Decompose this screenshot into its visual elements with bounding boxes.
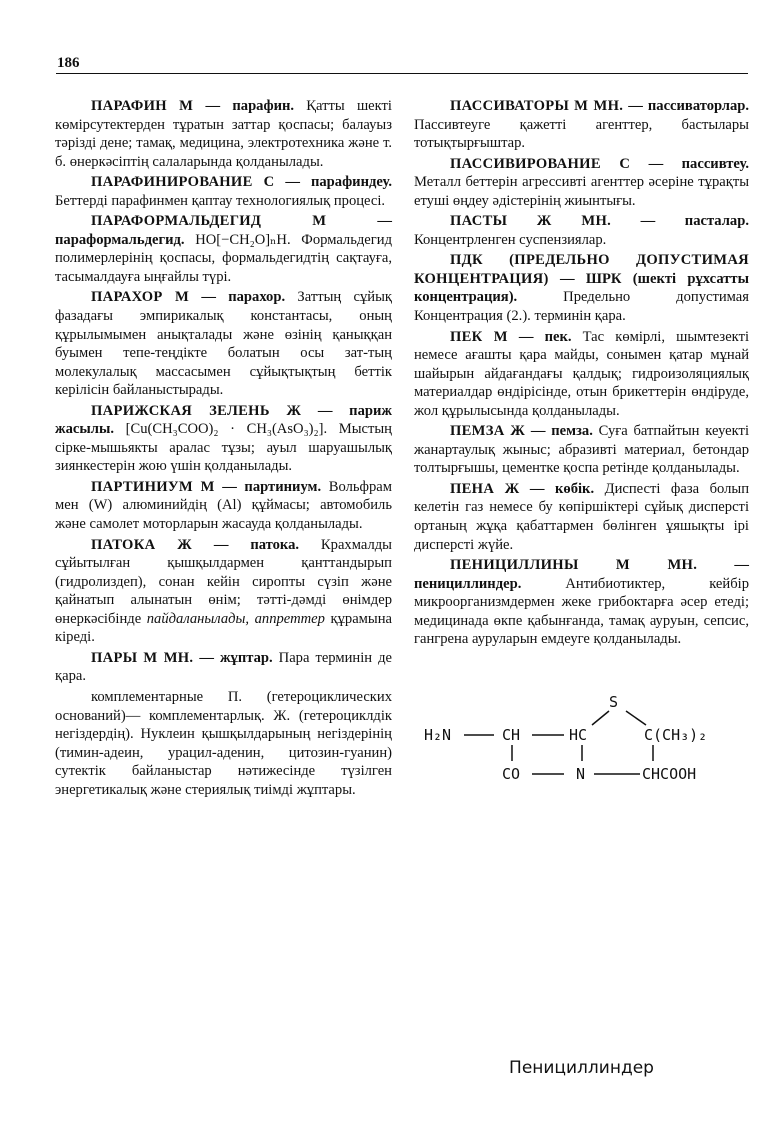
entry-translation: — пасталар.	[640, 213, 749, 230]
entry-translation: — ШРК (шекті рұхсатты концентрация).	[414, 270, 749, 306]
formula-h2n: H₂N	[424, 725, 452, 744]
dictionary-entry	[55, 97, 392, 171]
entry-headword: ПАССИВАТОРЫ	[450, 98, 570, 114]
entry-gender: Ж	[510, 423, 526, 440]
entry-gender: М МН.	[143, 649, 194, 666]
entry-text: Вольфрам мен (W) алюминийдің (Al) құймасы; автомобиль және самолет моторларын жасауда қолданылады.	[55, 478, 392, 533]
dictionary-entry	[414, 155, 749, 211]
entry-text: комплементарные П. (гетероциклических оснований)— комплементарлық. Ж. (гетероциклдік негіздердің). Нуклеин қышқылдарының негіздерінің (тимин-адеин, урацил-аденин, цитозин-гуанин) сутектік байланыстар нәтижесінде түзілген энергетикалық және стериялық тиімді жұптары.	[55, 688, 392, 798]
entry-headword: ПАРАФИНИРОВАНИЕ	[91, 174, 253, 191]
entry-headword: ПЕНА	[450, 480, 495, 497]
entry-gender: Ж МН.	[536, 213, 612, 230]
entry-gender: М	[312, 213, 327, 230]
entry-gender: М	[493, 328, 508, 345]
entry-gender: М	[174, 289, 190, 306]
formula-co: CO	[502, 764, 521, 783]
entry-headword: ПАРАФОРМАЛЬДЕГИД	[91, 213, 262, 230]
entry-translation: —параформальдегид.	[55, 213, 392, 248]
dictionary-entry	[414, 251, 749, 325]
entry-headword: ПЕМЗА	[450, 423, 505, 440]
entry-translation: — парахор.	[201, 289, 286, 306]
dictionary-entry	[55, 536, 392, 647]
entry-headword: ПЕНИЦИЛЛИНЫ	[450, 557, 579, 574]
dictionary-entry	[55, 478, 392, 534]
dictionary-entry	[414, 422, 749, 478]
dictionary-entry	[414, 556, 749, 649]
entry-text: Крахмалды сұйытылған қышқылдармен қанттандырып (гидролиздеп), сонан кейін сиропты сүзіп және қайнатып алынатын өнім; тәтті-дәмді өнімдер өнеркәсібінде	[55, 536, 392, 627]
entry-gender: С	[619, 155, 631, 172]
left-column	[55, 97, 392, 801]
entry-headword: ПЕК	[450, 328, 483, 345]
dictionary-entry	[414, 212, 749, 249]
entry-translation: — париж жасылы.	[55, 402, 392, 438]
entry-translation: — пек.	[518, 328, 572, 345]
formula-n: N	[576, 764, 586, 783]
penicillin-structure-svg	[414, 663, 749, 833]
entry-translation: — партиниум.	[222, 478, 322, 495]
entry-translation: — жұптар.	[199, 649, 273, 666]
formula-c-ch3-2: C(CH₃)₂	[644, 725, 708, 744]
entry-headword: ПАТОКА	[91, 536, 156, 553]
entry-gender: М	[179, 98, 194, 114]
entry-italic-text: пайдаланылады, аппреттер	[146, 610, 325, 627]
penicillin-structure	[414, 663, 749, 833]
entry-headword: ПАРЫ	[91, 649, 138, 666]
formula-ch: CH	[502, 725, 521, 744]
entry-translation: — патока.	[213, 536, 300, 553]
entry-gender: С	[263, 174, 275, 191]
entry-gender: Ж	[177, 536, 193, 553]
entry-gender: Ж	[504, 480, 520, 497]
entry-text: Суға батпайтын кеуекті жанартаулық жыныс; абразивті материал, бетондар толтырғышы, цементке қоспа ретінде қолданылады.	[414, 423, 749, 477]
entry-text-continued: құрамына кіреді.	[55, 610, 392, 646]
entry-text: Беттерді парафинмен қаптау технологиялық процесі.	[55, 192, 386, 209]
entry-text: [Cu(CH₃COO)₂ · CH₃(AsO₃)₂]. Мыстың сірке-мышьякты аралас тұзы; ауыл шаруашылық зиянкестерін жою үшін қолданылады.	[55, 421, 392, 475]
entry-headword: ПАССИВИРОВАНИЕ	[450, 155, 601, 172]
entry-text: Концентрленген суспензиялар.	[414, 231, 607, 248]
formula-s: S	[609, 692, 619, 711]
dictionary-entry	[414, 97, 749, 153]
dictionary-entry	[55, 688, 392, 799]
entry-translation: — пассивтеу.	[648, 155, 749, 172]
entry-translation: — көбік.	[529, 480, 595, 497]
entry-headword: ПАСТЫ	[450, 213, 508, 230]
formula-chcooh: CHCOOH	[642, 764, 697, 783]
entry-text: Қатты шекті көмірсутектерден тұратын заттар қоспасы; балауыз тәрізді дене; тамақ, медицина, электротехника және т. б. өнеркәсіптің салаларында қолданылады.	[55, 98, 392, 170]
entry-headword: ПАРАФИН	[91, 98, 167, 114]
dictionary-entry	[55, 212, 392, 286]
entry-gender: М	[200, 478, 215, 495]
entry-text: Предельно допустимая Концентрация (2.). терминін қара.	[414, 289, 749, 325]
entry-text: Тас көмірлі, шымтезекті немесе ағашты қара майды, сонымен қатар мұнай шайырын айдағандағы қалдық; гидроизоляциялық материалдар өндірісінде, отын брикеттерін өндіруде, жол құрылысында қолданылады.	[414, 328, 749, 419]
entry-text: Пассивтеуге қажетті агенттер, бастылары тотықтырғыштар.	[414, 116, 749, 152]
entry-headword: ПАРТИНИУМ	[91, 478, 193, 495]
entry-translation: — парафин.	[205, 98, 295, 114]
entry-gender: М МН.	[574, 98, 624, 114]
entry-gender: Ж	[286, 402, 302, 419]
entry-text: Металл беттерін агрессивті агенттер әсеріне тұрақты етуші өңдеу әдістерінің жиынтығы.	[414, 174, 749, 209]
right-entries	[414, 97, 749, 649]
entry-gender: М МН.	[615, 557, 698, 574]
dictionary-entry	[55, 402, 392, 476]
dictionary-entry	[55, 173, 392, 210]
entry-text: HO[−CH₂O]ₙH. Формальдегид полимерлерінің қоспасы, формальдегидтің сақтауға, тасымалдауға ыңғайлы түрі.	[55, 231, 392, 285]
dictionary-entry	[414, 480, 749, 554]
right-column	[414, 97, 749, 833]
entry-translation: — пемза.	[530, 423, 593, 440]
entry-text: Антибиотиктер, кейбір микроорганизмдермен жеке грибоктарға әсер етеді; медицинада өкпе қабынғанда, тамақ ауруын, сепсис, гангрена ауруларын емдеуге қолданылады.	[414, 575, 749, 648]
dictionary-entry	[55, 288, 392, 399]
entry-translation: — парафиндеу.	[285, 174, 392, 191]
dictionary-entry	[55, 649, 392, 686]
entry-translation: — пассиваторлар.	[628, 98, 750, 114]
entry-text: Диспесті фаза болып келетін газ немесе бу көпіршіктері сұйық дисперсті ортаның жұқа қабаттармен бөлінген ұяшықты ірі дисперсті жүйе.	[414, 480, 749, 553]
entry-headword: ПАРИЖСКАЯ ЗЕЛЕНЬ	[91, 402, 270, 419]
formula-hc: HC	[569, 725, 588, 744]
page-number: 186	[57, 55, 80, 71]
entry-headword: ПАРАХОР	[91, 289, 163, 306]
entry-text: Заттың сұйық фазадағы эмпирикалық константасы, оның құрылымымен анықталады және өзінің қаныққан буымен тепе-теңдікте болатын осы зат-тың молекулалық массасымен сұйықтықтың беттік керілісін байланыстырады.	[55, 289, 392, 399]
dictionary-entry	[414, 328, 749, 421]
header-rule	[56, 73, 748, 74]
entry-translation: — пенициллиндер.	[414, 557, 750, 592]
entry-headword: ПДК (ПРЕДЕЛЬНО ДОПУСТИМАЯ КОНЦЕНТРАЦИЯ)	[414, 252, 749, 287]
entry-text: Пара терминін де қара.	[55, 649, 392, 685]
figure-caption: Пенициллиндер	[509, 1058, 654, 1078]
